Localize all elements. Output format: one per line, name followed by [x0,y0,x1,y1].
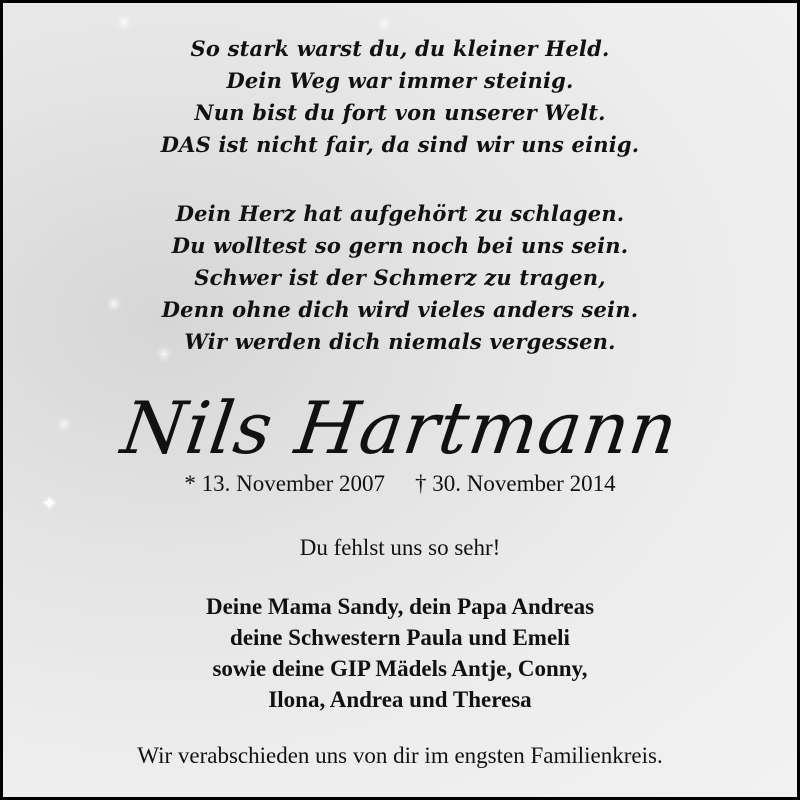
star-decoration: ✦ [41,491,58,515]
poem-line: Dein Herz hat aufgehört zu schlagen. [175,201,625,226]
poem-line: Nun bist du fort von unserer Welt. [194,100,606,125]
life-dates [3,469,797,499]
family-line: Deine Mama Sandy, dein Papa Andreas [205,594,595,619]
family-signature [3,591,797,715]
birth-date: * 13. November 2007 [184,471,385,496]
poem-line: Wir werden dich niemals vergessen. [184,329,616,354]
poem-line: So stark warst du, du kleiner Held. [190,36,610,61]
deceased-name: Nils Hartmann [116,386,684,470]
poem-stanza-1 [3,33,797,161]
family-line: sowie deine GIP Mädels Antje, Conny, [212,656,588,681]
poem-stanza-2 [3,198,797,358]
family-line: deine Schwestern Paula und Emeli [230,625,570,650]
sparkle-decoration [383,23,385,25]
family-line: Ilona, Andrea und Theresa [268,687,532,712]
poem-line: DAS ist nicht fair, da sind wir uns einig. [160,132,640,157]
poem-line: Schwer ist der Schmerz zu tragen, [194,265,606,290]
closing-note: Wir verabschieden uns von dir im engsten Familienkreis. [137,743,663,768]
sparkle-decoration [123,21,125,23]
poem-line: Du wolltest so gern noch bei uns sein. [171,233,629,258]
poem-line: Dein Weg war immer steinig. [226,68,574,93]
message-text: Du fehlst uns so sehr! [299,535,501,560]
death-date: † 30. November 2014 [415,471,616,496]
poem-line: Denn ohne dich wird vieles anders sein. [161,297,639,322]
